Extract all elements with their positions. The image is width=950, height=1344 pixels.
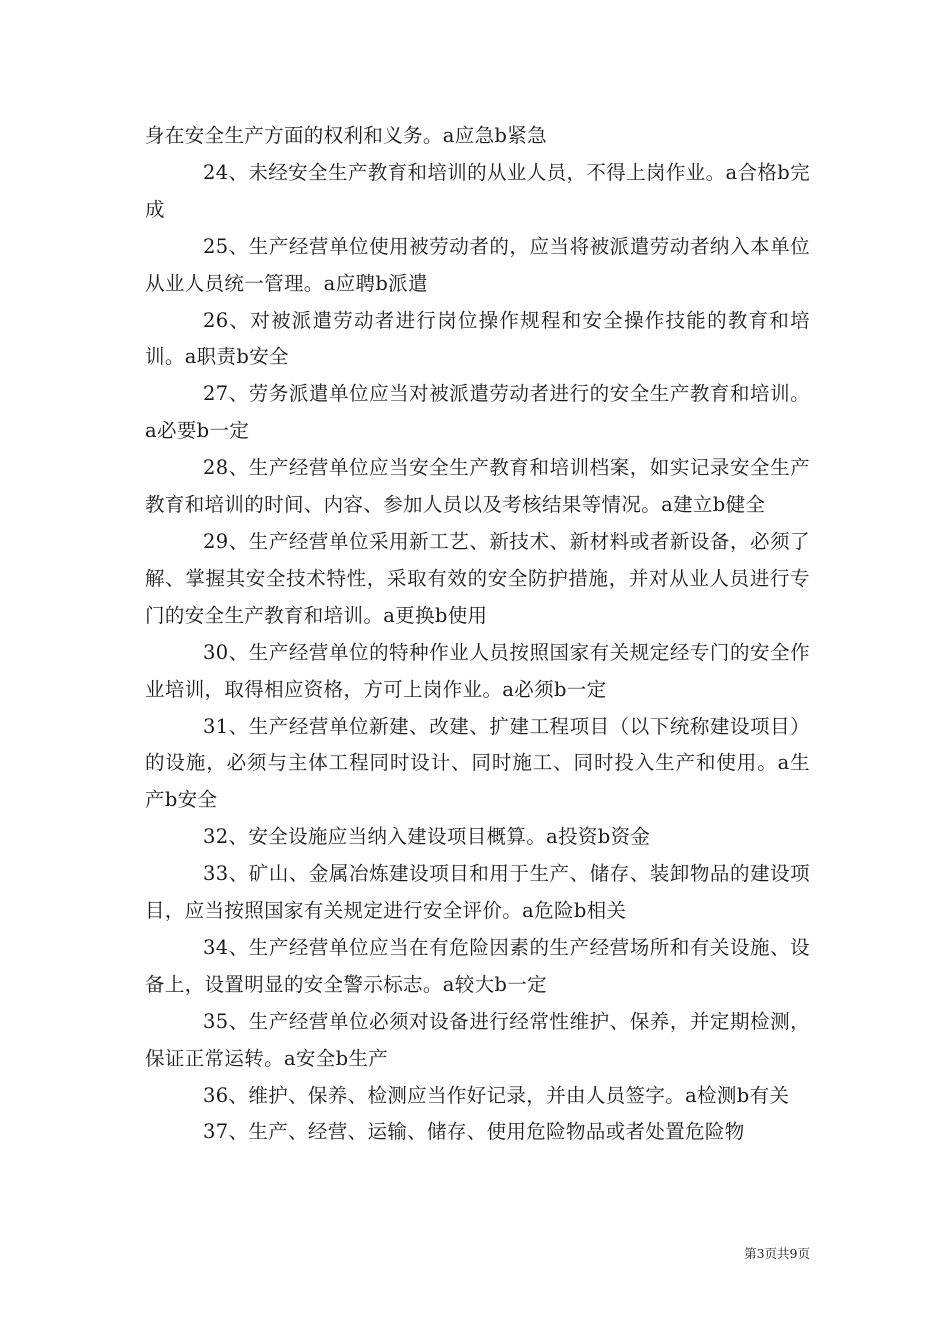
question-37: 37、生产、经营、运输、储存、使用危险物品或者处置危险物: [203, 1120, 745, 1144]
question-30: 30、生产经营单位的特种作业人员按照国家有关规定经专门的安全作业培训，取得相应资格，方可上岗作业。a必须b一定: [145, 640, 810, 701]
question-25: 25、生产经营单位使用被劳动者的，应当将被派遣劳动者纳入本单位从业人员统一管理。a应聘b派遣: [145, 234, 810, 295]
question-24: 24、未经安全生产教育和培训的从业人员，不得上岗作业。a合格b完成: [145, 160, 810, 221]
question-26: 26、对被派遣劳动者进行岗位操作规程和安全操作技能的教育和培训。a职责b安全: [145, 308, 810, 369]
question-36: 36、维护、保养、检测应当作好记录，并由人员签字。a检测b有关: [203, 1083, 790, 1107]
question-33: 33、矿山、金属冶炼建设项目和用于生产、储存、装卸物品的建设项目，应当按照国家有关规定进行安全评价。a危险b相关: [145, 862, 810, 923]
question-34: 34、生产经营单位应当在有危险因素的生产经营场所和有关设施、设备上，设置明显的安全警示标志。a较大b一定: [145, 935, 810, 996]
paragraph-continuation: 身在安全生产方面的权利和义务。a应急b紧急: [145, 124, 547, 147]
question-32: 32、安全设施应当纳入建设项目概算。a投资b资金: [203, 825, 651, 849]
question-27: 27、劳务派遣单位应当对被派遣劳动者进行的安全生产教育和培训。a必要b一定: [145, 382, 810, 443]
question-29: 29、生产经营单位采用新工艺、新技术、新材料或者新设备，必须了解、掌握其安全技术特性，采取有效的安全防护措施，并对从业人员进行专门的安全生产教育和培训。a更换b使用: [145, 529, 810, 627]
question-31: 31、生产经营单位新建、改建、扩建工程项目（以下统称建设项目）的设施，必须与主体工程同时设计、同时施工、同时投入生产和使用。a生产b安全: [145, 714, 810, 812]
question-35: 35、生产经营单位必须对设备进行经常性维护、保养，并定期检测，保证正常运转。a安全b生产: [145, 1009, 810, 1070]
question-28: 28、生产经营单位应当安全生产教育和培训档案，如实记录安全生产教育和培训的时间、内容、参加人员以及考核结果等情况。a建立b健全: [145, 456, 810, 517]
document-body: [145, 118, 810, 1151]
page-number-footer: 第3页共9页: [744, 1246, 810, 1261]
